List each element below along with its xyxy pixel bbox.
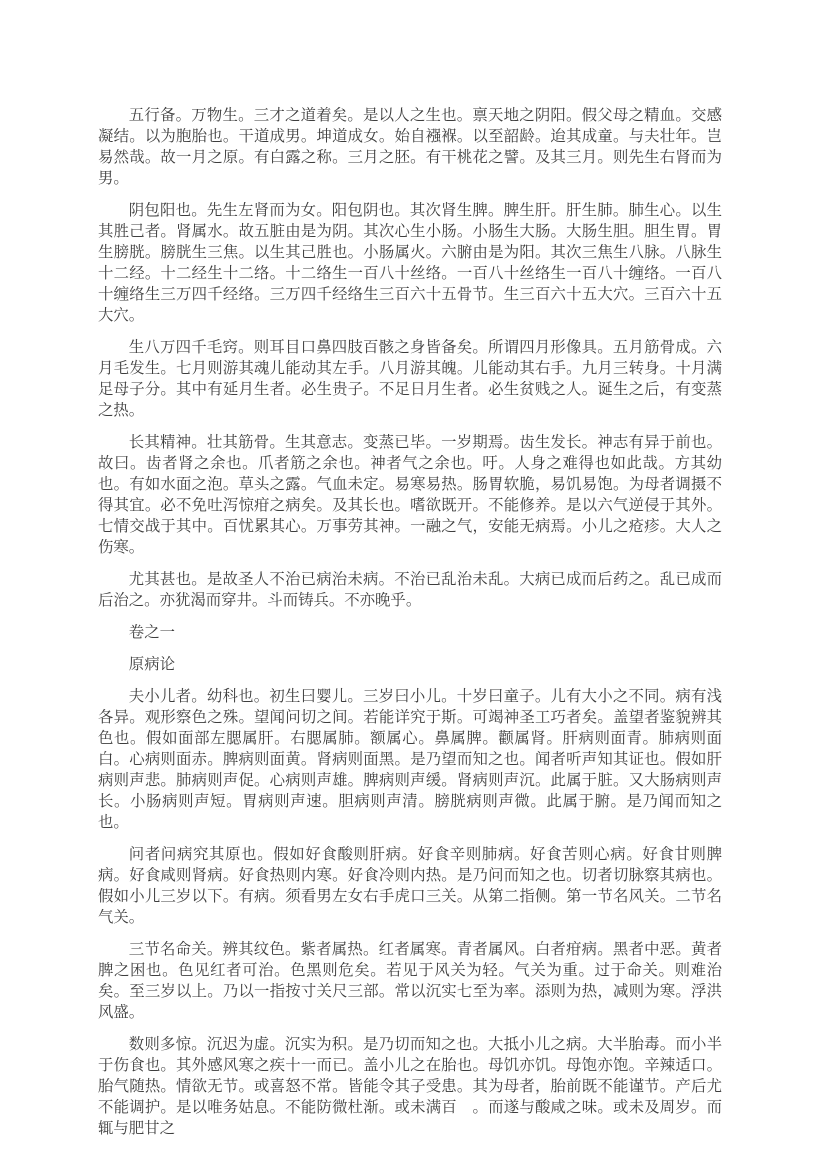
paragraph-conception: 五行备。万物生。三才之道着矣。是以人之生也。禀天地之阴阳。假父母之精血。交感凝结。以为胞胎也。干道成男。坤道成女。始自襁褓。以至韶龄。迨其成童。与夫壮年。岂易然哉。故一月之原。有白露之称。三月之胚。有干桃花之譬。及其三月。则先生右肾而为男。 <box>98 107 722 187</box>
paragraph-growth: 长其精神。壮其筋骨。生其意志。变蒸已毕。一岁期焉。齿生发长。神志有异于前也。故曰。齿者肾之余也。爪者筋之余也。神者气之余也。吁。人身之难得也如此哉。方其幼也。有如水面之泡。草头之露。气血未定。易寒易热。肠胃软脆，易饥易饱。为母者调摄不得其宜。必不免吐泻惊疳之病矣。及其长也。嗜欲既开。不能修养。是以六气逆侵于其外。七情交战于其中。百忧累其心。万事劳其神。一融之气，安能无病焉。小儿之疮疹。大人之伤寒。 <box>98 434 722 556</box>
chapter-heading: 原病论 <box>128 656 175 673</box>
paragraph-diagnosis-ask: 问者问病究其原也。假如好食酸则肝病。好食辛则肺病。好食苦则心病。好食甘则脾病。好食咸则肾病。好食热则内寒。好食冷则内热。是乃问而知之也。切者切脉察其病也。假如小儿三岁以下。有病。须看男左女右手虎口三关。从第二指侧。第一节名风关。二节名气关。 <box>98 846 722 926</box>
volume-heading: 卷之一 <box>128 624 175 641</box>
paragraph-yinyang-organs: 阴包阳也。先生左肾而为女。阳包阴也。其次肾生脾。脾生肝。肝生肺。肺生心。以生其胜己者。肾属水。故五脏由是为阴。其次心生小肠。小肠生大肠。大肠生胆。胆生胃。胃生膀胱。膀胱生三焦。以生其己胜也。小肠属火。六腑由是为阳。其次三焦生八脉。八脉生十二经。十二经生十二络。十二络生一百八十丝络。一百八十丝络生一百八十缠络。一百八十缠络生三万四千经络。三万四千经络生三百六十五骨节。生三百六十五大穴。三百六十五大穴。 <box>98 202 722 324</box>
paragraph-sage-prevention: 尤其甚也。是故圣人不治已病治未病。不治已乱治未乱。大病已成而后药之。乱已成而后治之。亦犹渴而穿井。斗而铸兵。不亦晚乎。 <box>98 571 722 609</box>
text-column <box>98 105 722 1150</box>
paragraph-fetal-months: 生八万四千毛窍。则耳目口鼻四肢百骸之身皆备矣。所谓四月形像具。五月筋骨成。六月毛发生。七月则游其魂儿能动其左手。八月游其魄。儿能动其右手。九月三转身。十月满足母子分。其中有延月生者。必生贵子。不足日月生者。必生贫贱之人。诞生之后，有变蒸之热。 <box>98 339 722 419</box>
paragraph-pulse-infant: 数则多惊。沉迟为虚。沉实为积。是乃切而知之也。大抵小儿之病。大半胎毒。而小半于伤食也。其外感风寒之疾十一而已。盖小儿之在胎也。母饥亦饥。母饱亦饱。辛辣适口。胎气随热。情欲无节。或喜怒不常。皆能令其子受患。其为母者，胎前既不能谨节。产后尤不能调护。是以唯务姑息。不能防微杜渐。或未满百 。而遂与酸咸之味。或未及周岁。而辄与肥甘之 <box>98 1036 722 1137</box>
paragraph-diagnosis-look: 夫小儿者。幼科也。初生曰婴儿。三岁曰小儿。十岁曰童子。儿有大小之不同。病有浅各异。观形察色之殊。望闻问切之间。若能详究于斯。可竭神圣工巧者矣。盖望者鉴貌辨其色也。假如面部左腮属肝。右腮属肺。额属心。鼻属脾。颧属肾。肝病则面青。肺病则面白。心病则面赤。脾病则面黄。肾病则面黑。是乃望而知之也。闻者听声知其证也。假如肝病则声悲。肺病则声促。心病则声雄。脾病则声缓。肾病则声沉。此属于脏。又大肠病则声长。小肠病则声短。胃病则声速。胆病则声清。膀胱病则声微。此属于腑。是乃闻而知之也。 <box>98 688 722 831</box>
paragraph-finger-passes: 三节名命关。辨其纹色。紫者属热。红者属寒。青者属风。白者疳病。黑者中恶。黄者脾之困也。色见红者可治。色黑则危矣。若见于风关为轻。气关为重。过于命关。则难治矣。至三岁以上。乃以一指按寸关尺三部。常以沉实七至为率。添则为热，减则为寒。浮洪风盛。 <box>98 941 722 1021</box>
